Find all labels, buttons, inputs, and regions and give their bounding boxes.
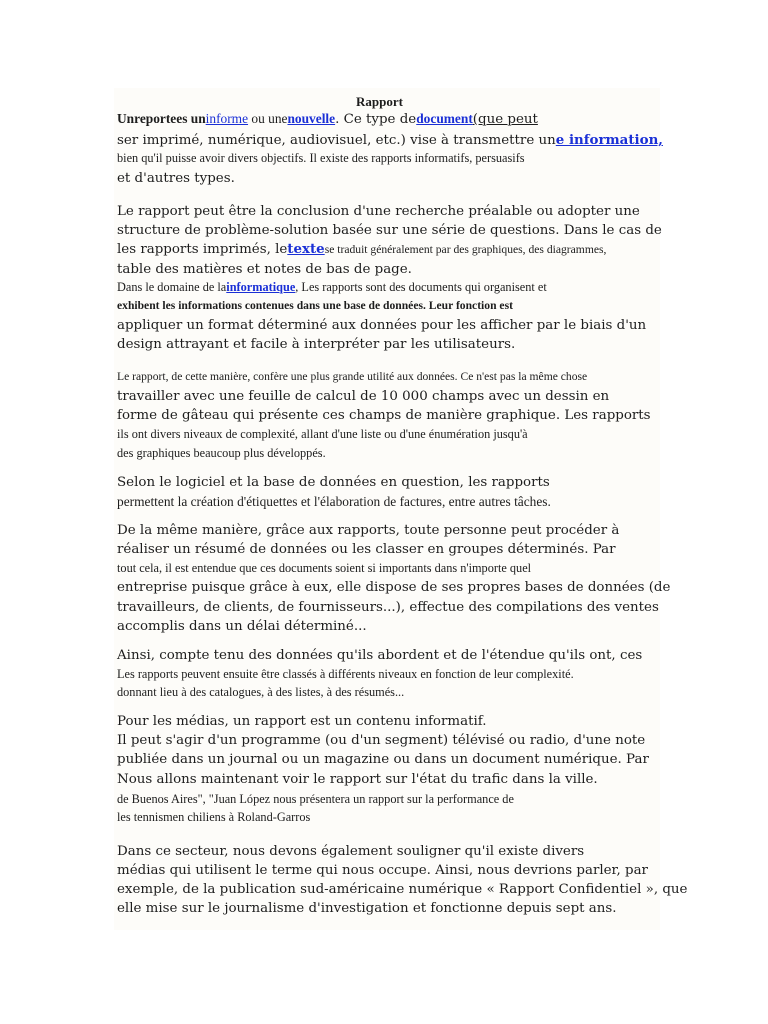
- paragraph-line: design attrayant et facile à interpréter par les utilisateurs.: [117, 337, 516, 352]
- paragraph-line: exemple, de la publication sud-américaine numérique « Rapport Confidentiel », que: [117, 882, 688, 897]
- text-span: . Ce type de: [335, 112, 417, 127]
- text-span: , Les rapports sont des documents qui organisent et: [295, 280, 547, 294]
- link-que-peut[interactable]: (que peut: [472, 112, 538, 127]
- paragraph-line: ils ont divers niveaux de complexité, allant d'une liste ou d'une énumération jusqu'à: [117, 427, 528, 441]
- paragraph-line: [117, 134, 663, 147]
- text-span: ser imprimé, numérique, audiovisuel, etc.) vise à transmettre un: [117, 133, 556, 148]
- link-nouvelle[interactable]: nouvelle: [287, 111, 336, 126]
- link-document[interactable]: document: [416, 111, 473, 126]
- paragraph-line: Dans ce secteur, nous devons également souligner qu'il existe divers: [117, 844, 585, 859]
- text-span: se traduit généralement par des graphiques, des diagrammes,: [324, 243, 607, 256]
- link-informatique[interactable]: informatique: [226, 280, 296, 294]
- paragraph-line: publiée dans un journal ou un magazine ou dans un document numérique. Par: [117, 752, 649, 767]
- text-span: les rapports imprimés, le: [117, 242, 288, 257]
- paragraph-line: entreprise puisque grâce à eux, elle dispose de ses propres bases de données (de: [117, 580, 671, 595]
- paragraph-line: Selon le logiciel et la base de données en question, les rapports: [117, 475, 550, 490]
- paragraph-line: [117, 281, 547, 293]
- paragraph-line: Ainsi, compte tenu des données qu'ils abordent et de l'étendue qu'ils ont, ces: [117, 648, 643, 663]
- paragraph-line: tout cela, il est entendue que ces documents soient si importants dans n'importe quel: [117, 561, 532, 575]
- link-texte[interactable]: texte: [287, 241, 325, 257]
- paragraph-line: les tennismen chiliens à Roland-Garros: [117, 810, 311, 824]
- text-span: Dans le domaine de la: [117, 280, 227, 294]
- paragraph-line: Pour les médias, un rapport est un contenu informatif.: [117, 714, 487, 729]
- paragraph-line: structure de problème-solution basée sur une série de questions. Dans le cas de: [117, 223, 662, 238]
- paragraph-line: Le rapport peut être la conclusion d'une recherche préalable ou adopter une: [117, 204, 640, 219]
- paragraph-line: travailleurs, de clients, de fournisseurs...), effectue des compilations des ventes: [117, 600, 659, 615]
- paragraph-line: accomplis dans un délai déterminé...: [117, 619, 367, 634]
- link-information[interactable]: e information,: [555, 132, 663, 148]
- paragraph-line: [117, 112, 538, 126]
- paragraph-line: Nous allons maintenant voir le rapport sur l'état du trafic dans la ville.: [117, 772, 598, 787]
- text-span: Unreportees un: [117, 111, 206, 126]
- paragraph-line: et d'autres types.: [117, 171, 235, 186]
- paragraph-line: permettent la création d'étiquettes et l'élaboration de factures, entre autres tâches.: [117, 494, 551, 509]
- paragraph-line: bien qu'il puisse avoir divers objectifs. Il existe des rapports informatifs, persuasifs: [117, 151, 525, 165]
- link-informe[interactable]: informe: [205, 111, 249, 126]
- paragraph-line: des graphiques beaucoup plus développés.: [117, 446, 326, 460]
- paragraph-line: travailler avec une feuille de calcul de 10 000 champs avec un dessin en: [117, 389, 610, 404]
- paragraph-line: De la même manière, grâce aux rapports, toute personne peut procéder à: [117, 523, 620, 538]
- paragraph-line: Le rapport, de cette manière, confère une plus grande utilité aux données. Ce n'est pas la même chose: [117, 370, 588, 383]
- paragraph-line: Les rapports peuvent ensuite être classés à différents niveaux en fonction de leur complexité.: [117, 667, 574, 681]
- paragraph-line: de Buenos Aires", "Juan López nous présentera un rapport sur la performance de: [117, 792, 514, 806]
- paragraph-line: elle mise sur le journalisme d'investigation et fonctionne depuis sept ans.: [117, 901, 617, 916]
- paragraph-line: donnant lieu à des catalogues, à des listes, à des résumés...: [117, 685, 405, 699]
- text-span: ou une: [248, 111, 288, 126]
- paragraph-line: forme de gâteau qui présente ces champs de manière graphique. Les rapports: [117, 408, 651, 423]
- paragraph-line: [117, 243, 606, 256]
- paragraph-line: appliquer un format déterminé aux données pour les afficher par le biais d'un: [117, 318, 647, 333]
- document-title: Rapport: [356, 94, 403, 109]
- paragraph-line: réaliser un résumé de données ou les classer en groupes déterminés. Par: [117, 542, 616, 557]
- paragraph-line: médias qui utilisent le terme qui nous occupe. Ainsi, nous devrions parler, par: [117, 863, 648, 878]
- paragraph-line: table des matières et notes de bas de page.: [117, 262, 412, 277]
- paragraph-line: exhibent les informations contenues dans une base de données. Leur fonction est: [117, 299, 513, 312]
- paragraph-line: Il peut s'agir d'un programme (ou d'un segment) télévisé ou radio, d'une note: [117, 733, 646, 748]
